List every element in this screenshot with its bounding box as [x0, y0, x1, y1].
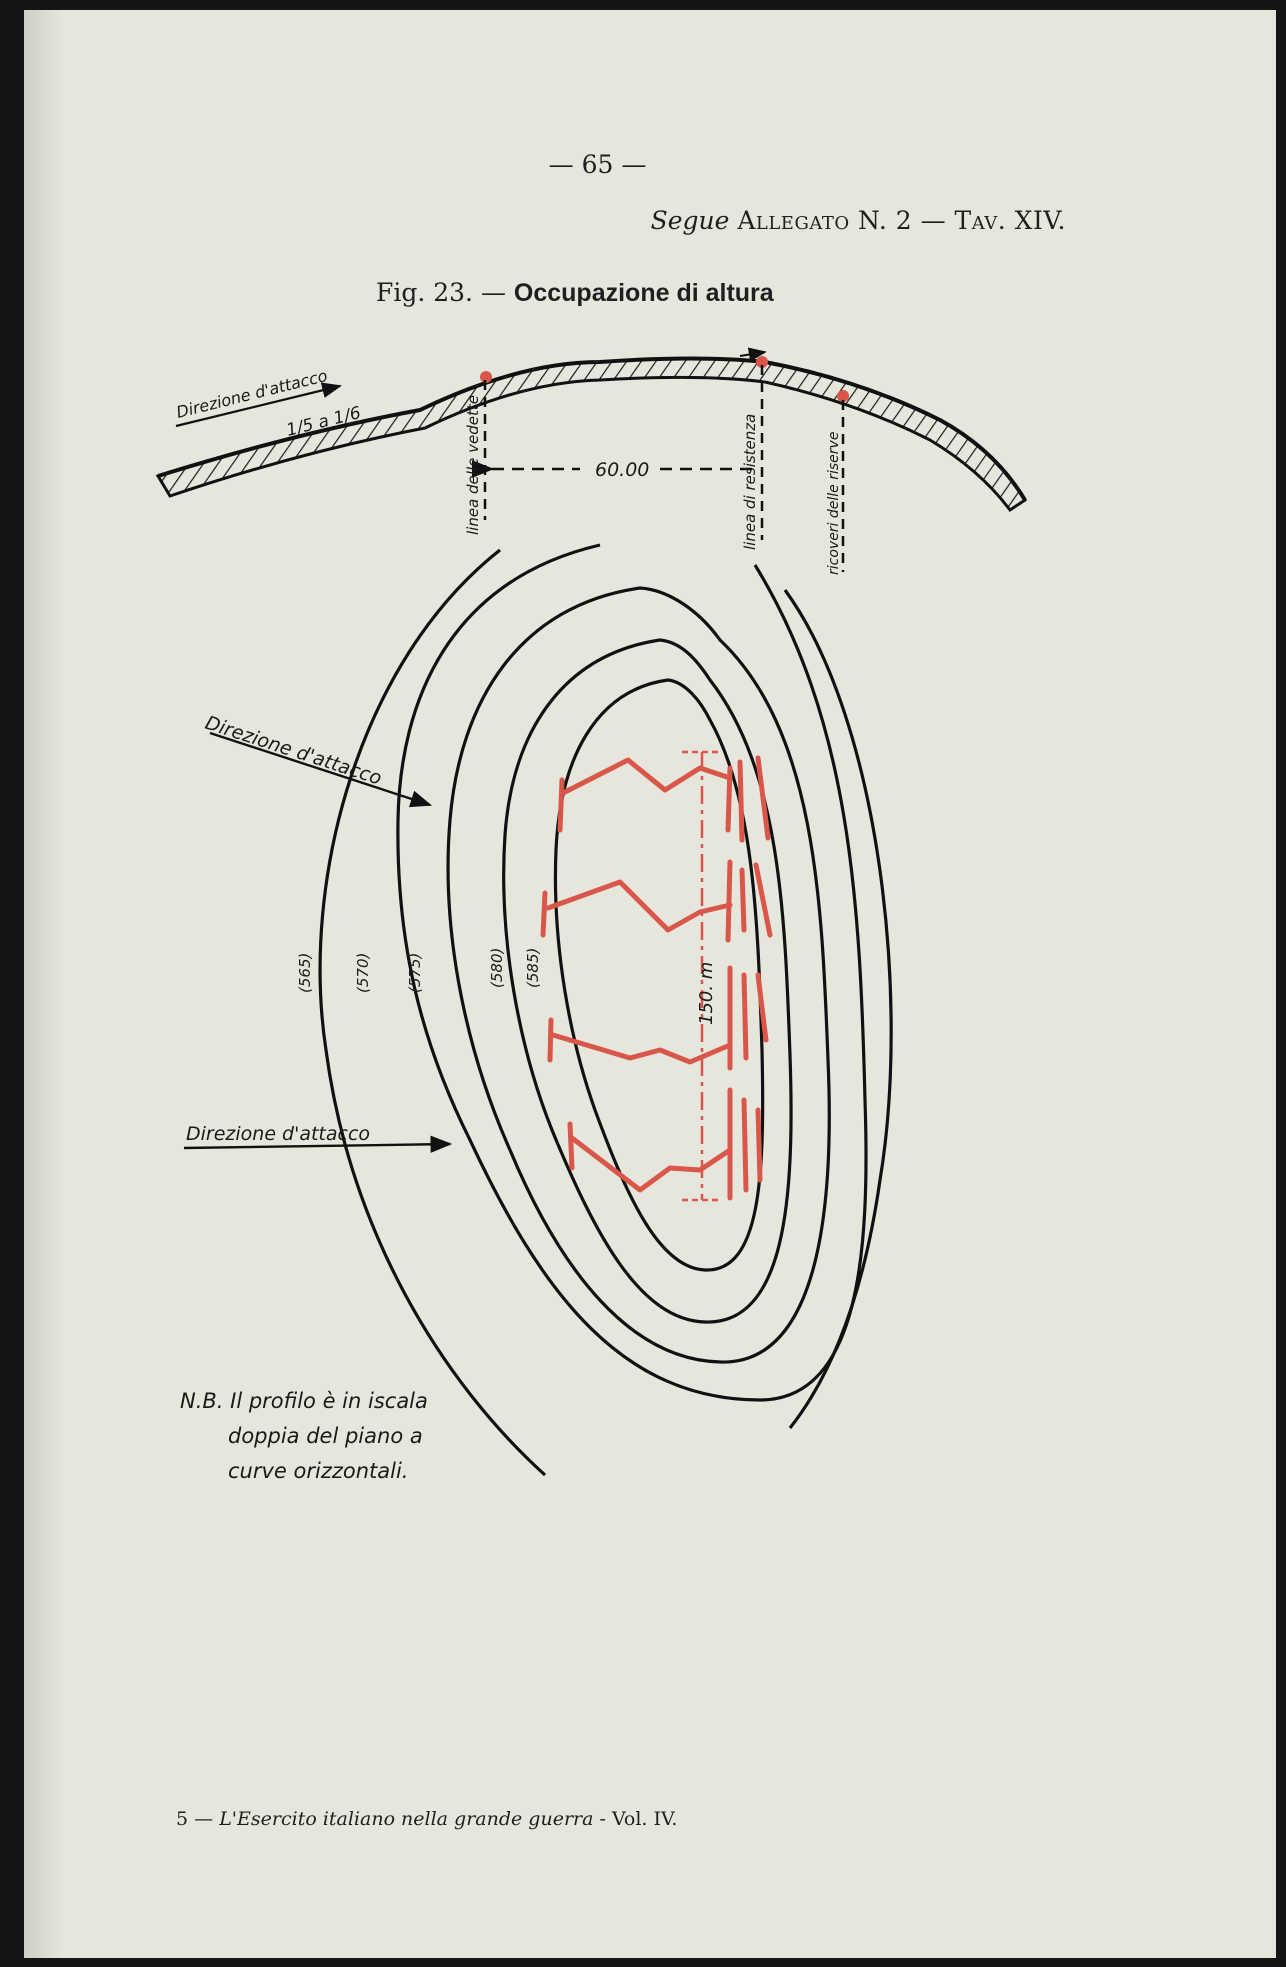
allegato-reference: Allegato N. 2 — Tav. XIV. [737, 206, 1066, 235]
trench-end-2 [543, 893, 545, 935]
contour-label-565: (565) [296, 952, 314, 993]
trench-end-1 [560, 780, 562, 830]
trench-zigzag-1 [565, 760, 730, 792]
contour-570 [398, 545, 866, 1400]
contour-label-570: (570) [354, 952, 372, 993]
contour-label-580: (580) [488, 947, 506, 988]
terrain-profile [158, 352, 1025, 575]
slope-label: 1/5 a 1/6 [284, 403, 363, 441]
red-trench-works [543, 752, 770, 1200]
contour-label-585: (585) [524, 947, 542, 988]
contour-580 [504, 640, 791, 1322]
page-number: — 65 — [548, 150, 647, 179]
fire-line-block-1 [728, 758, 768, 840]
contour-plan [184, 545, 891, 1475]
figure-label: Fig. 23. — [376, 278, 506, 307]
note-line-2: doppia del piano a [228, 1424, 423, 1448]
trench-zigzag-4 [572, 1138, 730, 1190]
plan-direction-label-1: Direzione d'attacco [202, 711, 385, 790]
contour-label-575: (575) [406, 952, 424, 993]
trench-end-3 [550, 1020, 551, 1060]
footer-number: 5 — [176, 1808, 214, 1830]
small-direction-arrow [740, 352, 765, 356]
scale-note [180, 1389, 428, 1483]
resistance-line-label: linea di resistenza [741, 413, 759, 550]
footer-title: L'Esercito italiano nella grande guerra [219, 1808, 594, 1830]
fire-line-block-2 [728, 862, 770, 940]
trench-end-4 [570, 1124, 572, 1168]
vedette-line-label: linea delle vedette [464, 395, 482, 535]
fire-line-block-4 [730, 1090, 760, 1198]
note-line-3: curve orizzontali. [228, 1459, 409, 1483]
page-footer [176, 1808, 677, 1830]
reserve-line-label: ricoveri delle riserve [826, 431, 842, 575]
figure-title: Occupazione di altura [513, 279, 774, 307]
segue-word: Segue [650, 206, 730, 235]
distance-label: 60.00 [595, 459, 650, 481]
contour-565 [320, 550, 545, 1475]
length-label: 150. m [696, 961, 717, 1025]
footer-volume: - Vol. IV. [599, 1808, 678, 1830]
plan-direction-label-2: Direzione d'attacco [186, 1123, 371, 1145]
profile-direction-label: Direzione d'attacco [174, 365, 330, 422]
note-line-1: N.B. Il profilo è in iscala [180, 1389, 428, 1413]
